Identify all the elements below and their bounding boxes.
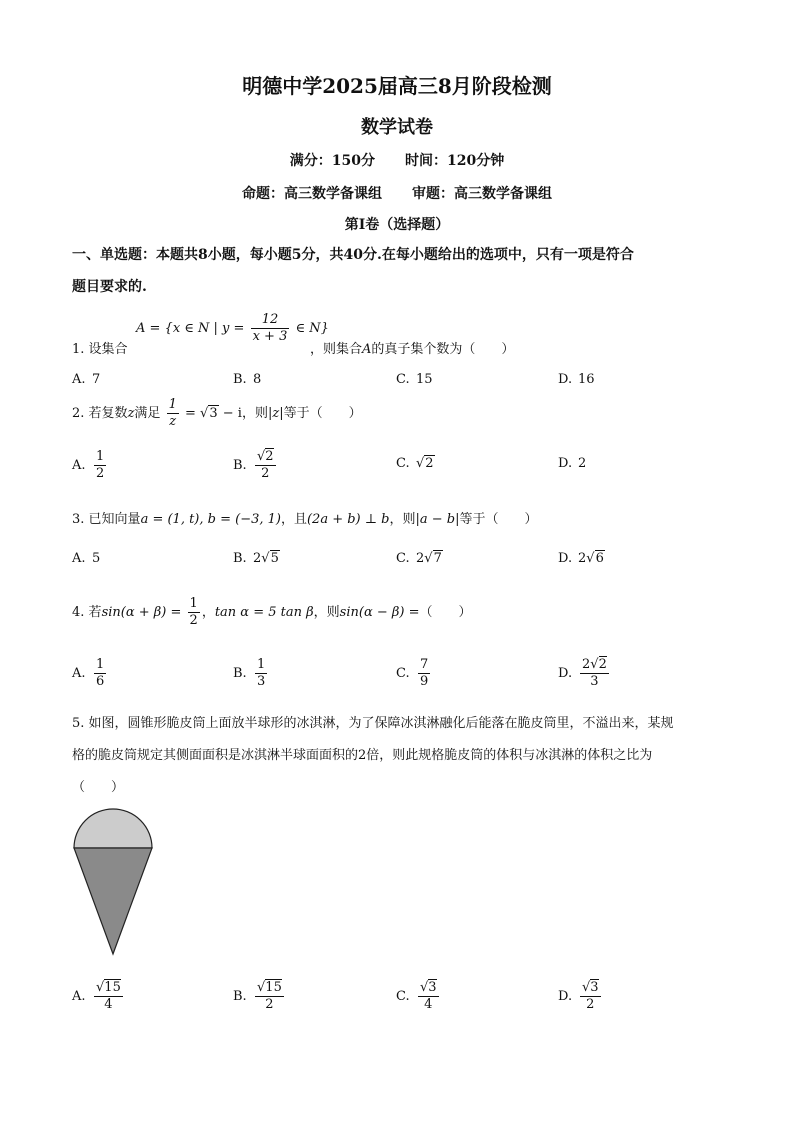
question-2-option-c[interactable]: C. √2 [396, 456, 434, 471]
question-3-option-d[interactable]: D. 2√6 [558, 551, 604, 566]
question-1-option-d[interactable]: D. 16 [558, 372, 595, 387]
question-4-option-c[interactable]: C. $\frac{7}{9}$ [396, 657, 429, 689]
question-2-option-d[interactable]: D. 2 [558, 456, 587, 471]
question-4-option-b[interactable]: B. $\frac{1}{3}$ [233, 657, 266, 689]
question-2-stem: 2. 若复数z满足 $\frac{1}{z}$ = √3 − i，则|z|等于（ ） [72, 397, 362, 429]
cone-shape [74, 848, 152, 954]
question-3-stem: 3. 已知向量a = (1, t), b = (−3, 1)，且(2a + b) ⊥ b，则|a − b|等于（ ） [72, 512, 538, 527]
author-text: 命题：高三数学备课组 [242, 186, 382, 202]
question-5-option-b[interactable]: B. $\frac{√15}{2}$ [233, 980, 282, 1012]
volume-title: 第I卷（选择题） [344, 217, 450, 233]
score-text: 满分：150分 [289, 153, 375, 169]
question-4-stem: 4. 若sin(α + β) = $\frac{1}{2}$ ，tan α = 5 tan β，则sin(α − β) =（ ） [72, 596, 472, 628]
question-2-option-a[interactable]: A. $\frac{1}{2}$ [72, 449, 105, 481]
exam-title: 明德中学2025届高三8月阶段检测 [242, 74, 552, 98]
question-5-line1: 5. 如图，圆锥形脆皮筒上面放半球形的冰淇淋，为了保障冰淇淋融化后能落在脆皮筒里，不溢出来，某规 [72, 716, 674, 731]
hemisphere-shape [74, 809, 152, 848]
question-2-option-b[interactable]: B. $\frac{√2}{2}$ [233, 449, 274, 481]
question-1-tail: ，则集合A的真子集个数为（ ） [310, 342, 515, 357]
question-5-option-c[interactable]: C. $\frac{√3}{4}$ [396, 980, 437, 1012]
question-1-option-c[interactable]: C. 15 [396, 372, 433, 387]
question-5-option-d[interactable]: D. $\frac{√3}{2}$ [558, 980, 599, 1012]
ice-cream-cone-figure [70, 808, 156, 958]
subject-title: 数学试卷 [361, 117, 433, 138]
question-4-option-d[interactable]: D. $\frac{2√2}{3}$ [558, 657, 607, 689]
question-3-option-a[interactable]: A. 5 [72, 551, 101, 566]
time-text: 时间：120分钟 [405, 153, 505, 169]
question-5-line3: （ ） [72, 780, 125, 795]
question-5-option-a[interactable]: A. $\frac{√15}{4}$ [72, 980, 121, 1012]
question-1-set-expression: A = {x ∈ N | y = $\frac{12}{x + 3}$ ∈ N} [136, 312, 329, 344]
section-heading-line1: 一、单选题：本题共8小题，每小题5分，共40分.在每小题给出的选项中，只有一项是符合 [72, 247, 634, 263]
question-1-lead: 1. 设集合 [72, 342, 128, 357]
question-3-option-b[interactable]: B. 2√5 [233, 551, 279, 566]
question-4-option-a[interactable]: A. $\frac{1}{6}$ [72, 657, 105, 689]
question-1-option-a[interactable]: A. 7 [72, 372, 101, 387]
score-time-line [0, 150, 794, 170]
question-1-option-b[interactable]: B. 8 [233, 372, 262, 387]
section-heading-line2: 题目要求的. [72, 279, 147, 295]
question-5-line2: 格的脆皮筒规定其侧面面积是冰淇淋半球面面积的2倍，则此规格脆皮筒的体积与冰淇淋的体积之比为 [72, 748, 653, 763]
question-3-option-c[interactable]: C. 2√7 [396, 551, 442, 566]
sqrt-3: √3 [200, 406, 218, 421]
reviewer-text: 审题：高三数学备课组 [412, 186, 552, 202]
author-line [0, 183, 794, 203]
